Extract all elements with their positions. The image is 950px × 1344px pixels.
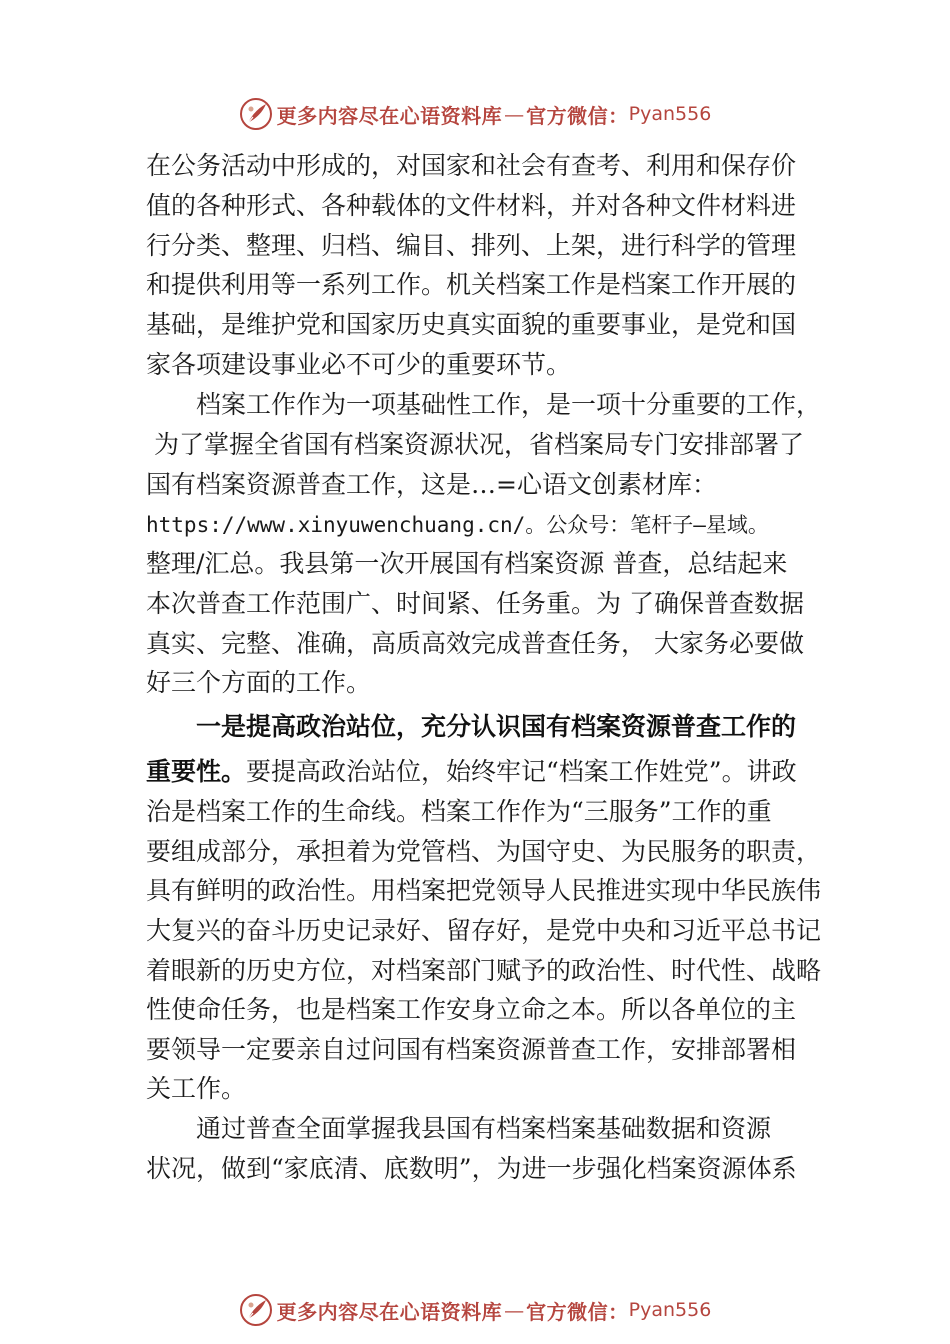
body-line: 着眼新的历史方位，对档案部门赋予的政治性、时代性、战略 [146, 956, 822, 985]
section-heading-end: 重要性。 [146, 757, 247, 786]
body-line: 真实、完整、准确，高质高效完成普查任务， 大家务必要做 [146, 629, 804, 658]
body-line: 行分类、整理、归档、编目、排列、上架，进行科学的管理 [146, 231, 797, 260]
body-line: 国有档案资源普查工作，这是…=心语文创素材库： [146, 470, 717, 499]
banner-separator: — [504, 102, 525, 126]
body-line: 大复兴的奋斗历史记录好、留存好，是党中央和习近平总书记 [146, 916, 822, 945]
body-line: 关工作。 [146, 1074, 247, 1103]
banner-label: 官方微信： [526, 103, 629, 128]
body-line: 和提供利用等一系列工作。机关档案工作是档案工作开展的 [146, 270, 797, 299]
body-line: 基础，是维护党和国家历史真实面貌的重要事业，是党和国 [146, 310, 797, 339]
body-line [146, 755, 797, 789]
body-line: 档案工作作为一项基础性工作，是一项十分重要的工作， [196, 390, 822, 419]
banner-separator: — [504, 1298, 525, 1322]
body-line: 本次普查工作范围广、时间紧、任务重。为 了确保普查数据 [146, 589, 804, 618]
body-line-url [146, 507, 769, 541]
body-line: 家各项建设事业必不可少的重要环节。 [146, 350, 572, 379]
banner-main-text: 更多内容尽在心语资料库 [276, 103, 503, 128]
quill-logo-icon [239, 97, 273, 131]
body-line: 状况，做到“家底清、底数明”，为进一步强化档案资源体系 [146, 1154, 797, 1183]
body-line: 整理/汇总。我县第一次开展国有档案资源 普查，总结起来 [146, 549, 788, 578]
body-line: 在公务活动中形成的，对国家和社会有查考、利用和保存价 [146, 151, 797, 180]
section-heading: 一是提高政治站位，充分认识国有档案资源普查工作的 [196, 712, 797, 741]
body-line: 具有鲜明的政治性。用档案把党领导人民推进实现中华民族伟 [146, 876, 822, 905]
body-line: 好三个方面的工作。 [146, 668, 372, 697]
footer-banner [0, 1290, 950, 1330]
body-line: 值的各种形式、各种载体的文件材料，并对各种文件材料进 [146, 191, 797, 220]
banner-main-text: 更多内容尽在心语资料库 [276, 1299, 503, 1324]
quill-logo-icon [239, 1293, 273, 1327]
body-line: 性使命任务，也是档案工作安身立命之本。所以各单位的主 [146, 995, 797, 1024]
body-line: 为了掌握全省国有档案资源状况，省档案局专门安排部署了 [146, 430, 804, 459]
body-line: 治是档案工作的生命线。档案工作作为“三服务”工作的重 [146, 797, 772, 826]
body-line: 通过普查全面掌握我县国有档案档案基础数据和资源 [196, 1114, 772, 1143]
body-line: 要组成部分，承担着为党管档、为国守史、为民服务的职责， [146, 837, 822, 866]
url-text: https://www.xinyuwenchuang.cn/。公众号：笔杆子—星域。 [146, 513, 769, 537]
banner-id: Pyan556 [628, 1299, 712, 1321]
body-line: 要领导一定要亲自过问国有档案资源普查工作，安排部署相 [146, 1035, 797, 1064]
banner-label: 官方微信： [526, 1299, 629, 1324]
body-line-text: 要提高政治站位，始终牢记“档案工作姓党”。讲政 [246, 757, 797, 786]
header-banner [0, 94, 950, 134]
banner-id: Pyan556 [628, 103, 712, 125]
